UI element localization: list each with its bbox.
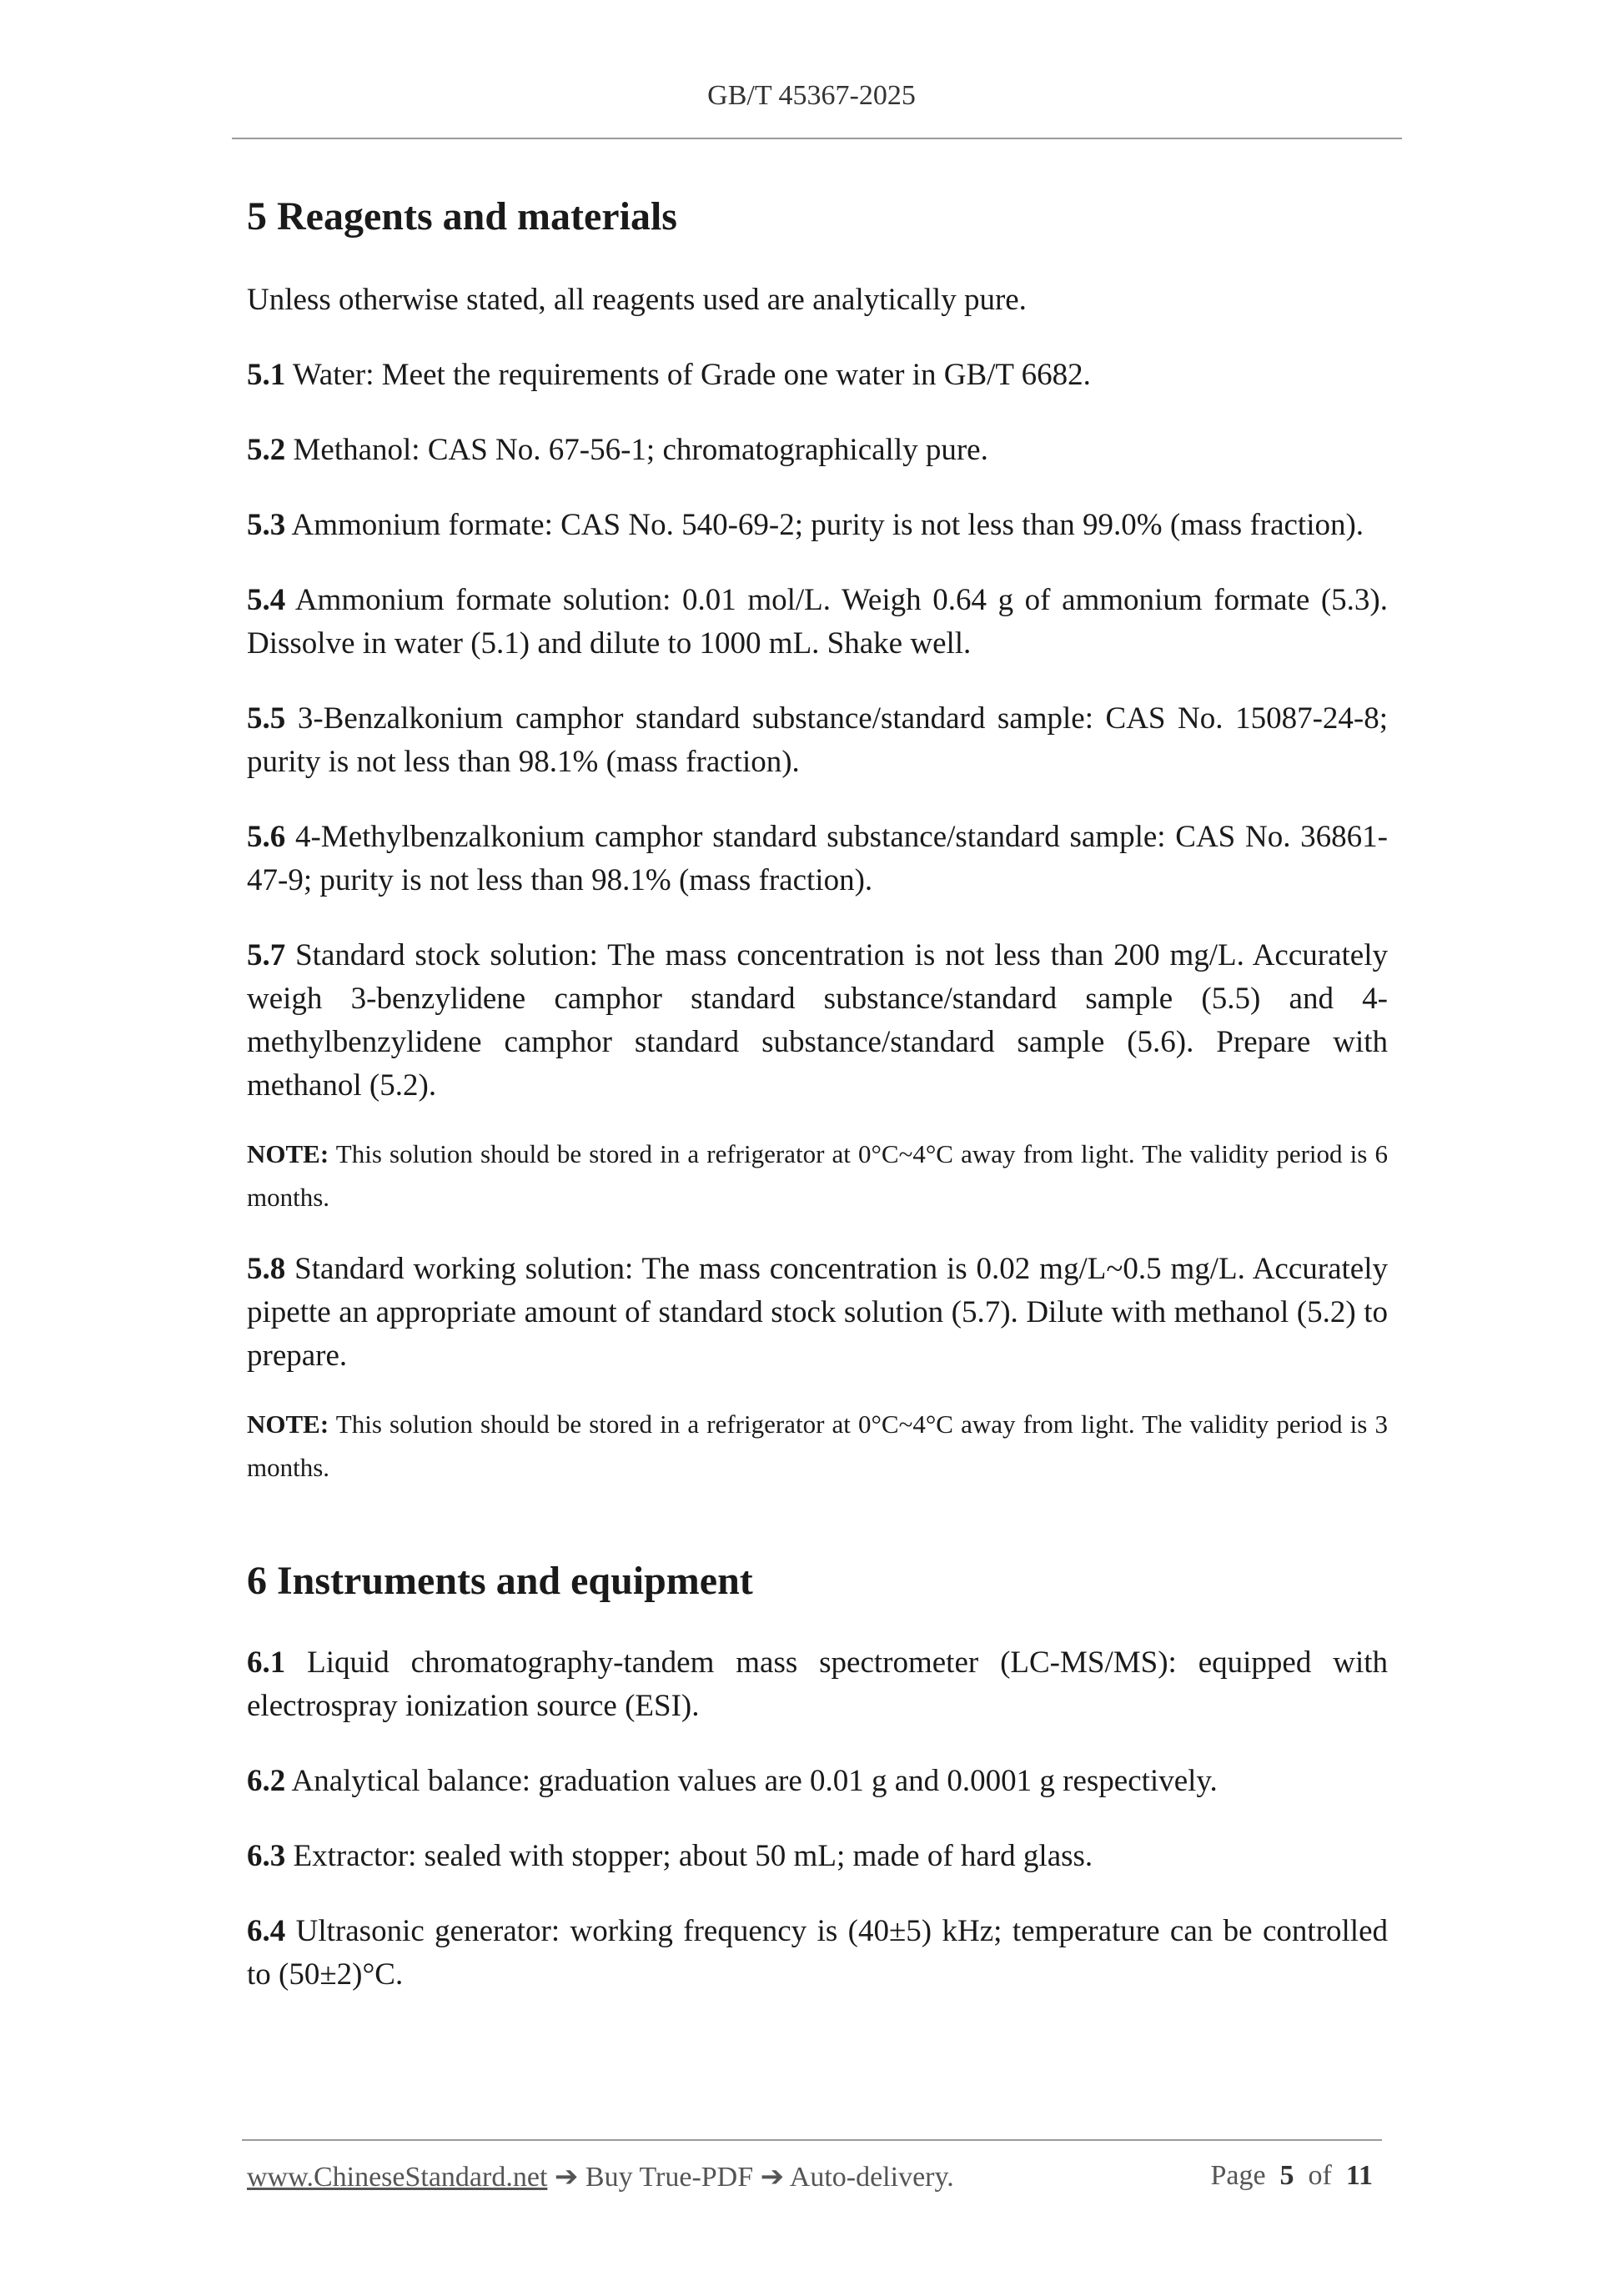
clause-number: 5.5 [247,701,286,736]
arrow-right-icon: ➔ [554,2162,579,2193]
note-5-7 [247,1133,1388,1219]
buy-text: Buy True-PDF [585,2162,754,2193]
clause-text: Methanol: CAS No. 67-56-1; chromatographically pure. [293,433,988,467]
clause-number: 5.6 [247,820,286,854]
clause-number: 5.8 [247,1252,286,1286]
clause-text: Ultrasonic generator: working frequency is (40±5) kHz; temperature can be controlled to (50±2)°C. [247,1914,1388,1992]
header-divider [232,138,1402,139]
page-footer [247,2160,1381,2202]
note-label: NOTE: [247,1409,329,1439]
note-5-8 [247,1403,1388,1490]
total-pages: 11 [1345,2160,1373,2191]
clause-5-1 [247,354,1388,397]
clause-text: 3-Benzalkonium camphor standard substance/standard sample: CAS No. 15087-24-8; purity is not less than 98.1% (mass fraction). [247,701,1388,779]
clause-6-4 [247,1910,1388,1997]
clause-6-2 [247,1760,1388,1803]
clause-5-4 [247,579,1388,666]
clause-number: 5.4 [247,583,286,617]
page-word: Page [1210,2160,1266,2191]
clause-5-6 [247,816,1388,902]
clause-6-1 [247,1641,1388,1728]
page-indicator [1210,2160,1373,2192]
section-5-intro: Unless otherwise stated, all reagents used are analytically pure. [247,283,1027,317]
section-6-heading: 6 Instruments and equipment [247,1559,753,1603]
clause-text: Ammonium formate: CAS No. 540-69-2; purity is not less than 99.0% (mass fraction). [291,508,1364,542]
note-label: NOTE: [247,1139,329,1168]
arrow-right-icon: ➔ [760,2162,785,2193]
clause-number: 5.3 [247,508,286,542]
clause-5-8 [247,1248,1388,1378]
clause-text: Ammonium formate solution: 0.01 mol/L. Weigh 0.64 g of ammonium formate (5.3). Dissolve in water (5.1) and dilute to 1000 mL. Shake well. [247,583,1388,661]
page-content [247,190,1388,1997]
clause-text: Standard stock solution: The mass concentration is not less than 200 mg/L. Accurately weigh 3-benzylidene camphor standard substance/standard sample (5.5) and 4-methylbenzylidene camphor standard substance/standard sample (5.6). Prepare with methanol (5.2). [247,938,1389,1103]
note-text: This solution should be stored in a refrigerator at 0°C~4°C away from light. The validity period is 3 months. [247,1409,1388,1482]
clause-text: Analytical balance: graduation values are 0.01 g and 0.0001 g respectively. [291,1764,1218,1798]
website-link[interactable]: www.ChineseStandard.net [247,2162,548,2193]
clause-5-7 [247,934,1388,1108]
clause-5-3 [247,504,1388,547]
clause-number: 6.3 [247,1839,286,1873]
clause-5-5 [247,697,1388,784]
clause-text: Water: Meet the requirements of Grade one water in GB/T 6682. [292,358,1091,392]
clause-number: 6.2 [247,1764,286,1798]
clause-text: Extractor: sealed with stopper; about 50 mL; made of hard glass. [293,1839,1093,1873]
footer-promo [247,2160,954,2193]
footer-divider [242,2139,1382,2141]
clause-number: 6.4 [247,1914,286,1948]
clause-5-2 [247,429,1388,472]
current-page: 5 [1279,2160,1294,2191]
clause-number: 5.2 [247,433,286,467]
clause-number: 5.7 [247,938,286,972]
clause-number: 6.1 [247,1645,286,1680]
clause-text: Liquid chromatography-tandem mass spectrometer (LC-MS/MS): equipped with electrospray ionization source (ESI). [247,1645,1389,1723]
note-text: This solution should be stored in a refrigerator at 0°C~4°C away from light. The validity period is 6 months. [247,1139,1388,1212]
clause-6-3 [247,1835,1388,1878]
clause-number: 5.1 [247,358,286,392]
delivery-text: Auto-delivery. [789,2162,954,2193]
clause-text: 4-Methylbenzalkonium camphor standard substance/standard sample: CAS No. 36861-47-9; purity is not less than 98.1% (mass fraction). [247,820,1389,897]
of-word: of [1308,2160,1332,2191]
clause-text: Standard working solution: The mass concentration is 0.02 mg/L~0.5 mg/L. Accurately pipette an appropriate amount of standard stock solution (5.7). Dilute with methanol (5.2) to prepare. [247,1252,1389,1373]
running-header: GB/T 45367-2025 [707,80,916,111]
section-5-heading: 5 Reagents and materials [247,194,677,239]
